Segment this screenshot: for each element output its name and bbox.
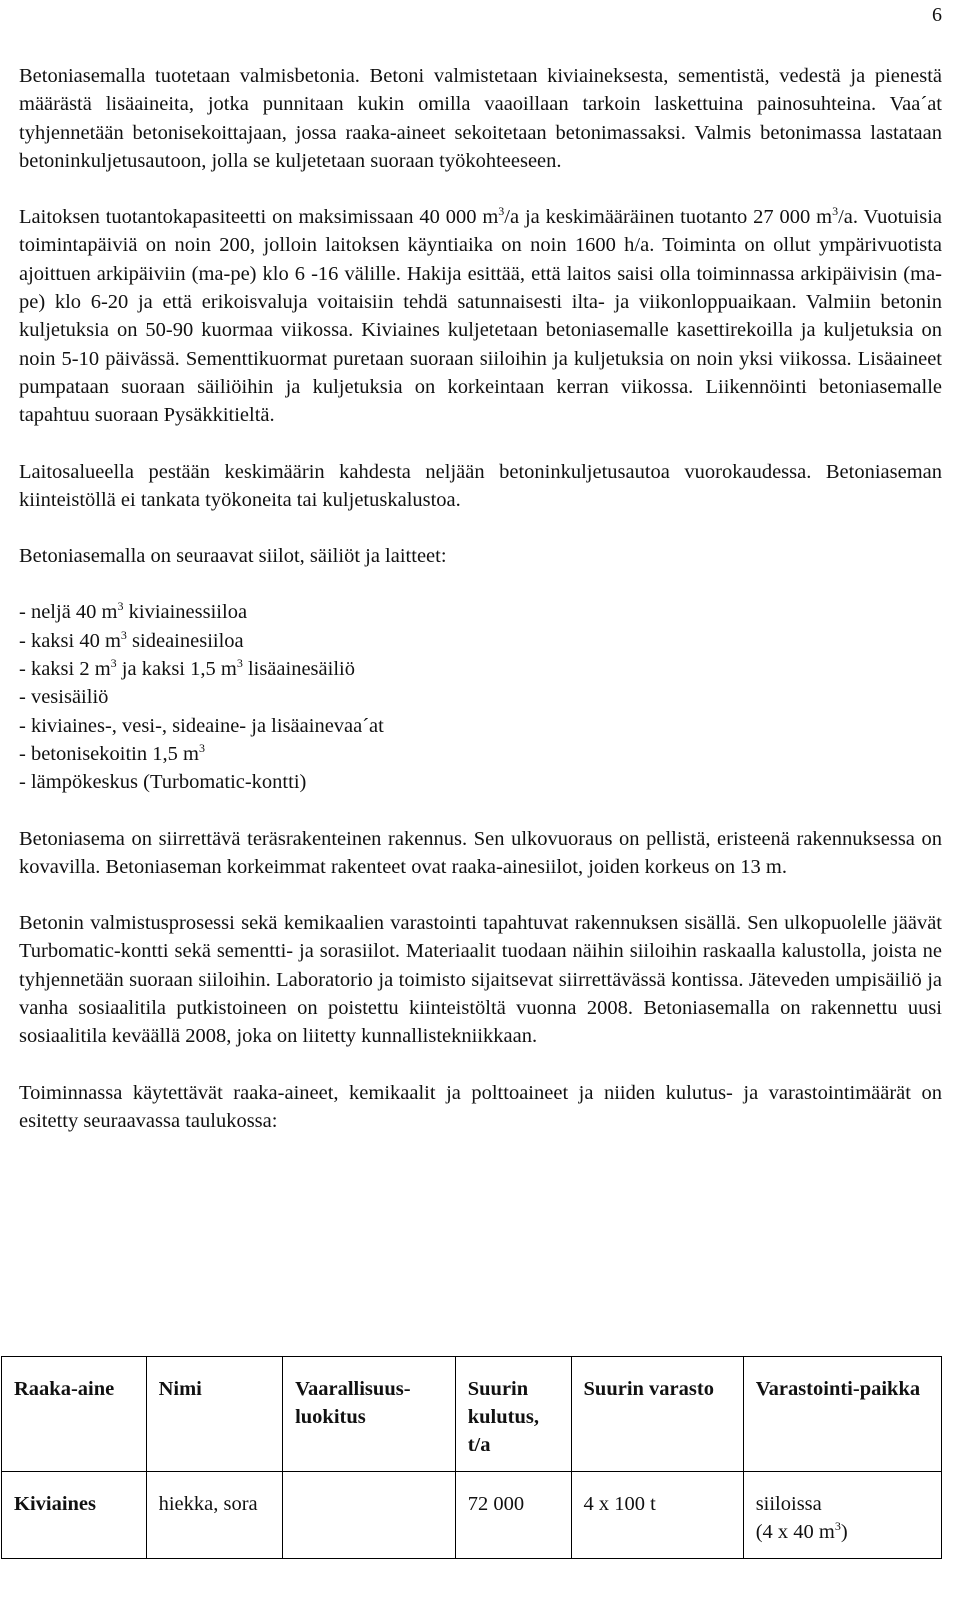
cell-raaka-aine: Kiviaines bbox=[2, 1472, 147, 1559]
list-item: - neljä 40 $m^3$ kiviainessiiloa bbox=[19, 599, 248, 624]
cell-kulutus: 72 000 bbox=[455, 1472, 571, 1559]
table-row bbox=[2, 1472, 942, 1559]
list-item: - betonisekoitin 1,5 $m^3$ bbox=[19, 740, 205, 765]
equipment-list bbox=[19, 598, 942, 796]
header-kulutus: Suurin kulutus, t/a bbox=[455, 1357, 571, 1472]
superscript-3: 3 bbox=[498, 204, 505, 219]
list-item: - kaksi 40 $m^3$ sideainesiiloa bbox=[19, 627, 244, 652]
capacity-text-a: Laitoksen tuotantokapasiteetti on maksimissaan 40 000 m bbox=[19, 206, 499, 229]
paragraph-equipment-intro: Betoniasemalla on seuraavat siilot, säiliöt ja laitteet: bbox=[19, 545, 447, 568]
capacity-text-b: /a ja keskimääräinen tuotanto 27 000 m bbox=[504, 206, 833, 229]
cell-paikka: siiloissa (4 x 40 $m^3$) bbox=[743, 1472, 941, 1559]
page-number: 6 bbox=[932, 4, 942, 26]
paragraph-capacity bbox=[19, 203, 942, 429]
capacity-text-c: /a. Vuotuisia toimintapäiviä on noin 200, jolloin laitoksen käyntiaika on noin 1600 h/a. Toiminta on ollut ympärivuotista ajoittuen arkipäiviin (ma-pe) klo 6 -16 välille. Hakija esittää, että laitos saisi olla toiminnassa arkipäivisin (ma-pe) klo 6-20 ja että erikoisvaluja voitaisiin tehdä satunnaisesti ilta- ja viikonloppuaikaan. Valmiin betonin kuljetuksia on 50-90 kuormaa viikossa. Kiviaines kuljetetaan betoniasemalle kasettirekoilla ja kuljetuksia on noin 5-10 päivässä. Sementtikuormat puretaan suoraan siiloihin ja kuljetuksia on noin yksi viikossa. Lisäaineet pumpataan suoraan säiliöihin ja kuljetuksia on korkeintaan kerran viikossa. Liikennöinti betoniasemalle tapahtuu suoraan Pysäkkitieltä. bbox=[19, 206, 942, 427]
cell-nimi: hiekka, sora bbox=[146, 1472, 282, 1559]
header-varasto: Suurin varasto bbox=[571, 1357, 743, 1472]
materials-table bbox=[1, 1356, 942, 1559]
document-body bbox=[19, 62, 942, 1163]
header-nimi: Nimi bbox=[146, 1357, 282, 1472]
superscript-3: 3 bbox=[832, 204, 839, 219]
header-paikka: Varastointi-paikka bbox=[743, 1357, 941, 1472]
table-header-row bbox=[2, 1357, 942, 1472]
paragraph-building: Betoniasema on siirrettävä teräsrakenteinen rakennus. Sen ulkovuoraus on pellistä, eristeenä rakennuksessa on kovavilla. Betoniaseman korkeimmat rakenteet ovat raaka-ainesiilot, joiden korkeus on 13 m. bbox=[19, 827, 942, 878]
list-item: - kaksi 2 $m^3$ ja kaksi 1,5 $m^3$ lisäainesäiliö bbox=[19, 656, 355, 681]
header-vaarallisuus: Vaarallisuus-luokitus bbox=[283, 1357, 456, 1472]
paragraph-washing: Laitosalueella pestään keskimäärin kahdesta neljään betoninkuljetusautoa vuorokaudessa. Betoniaseman kiinteistöllä ei tankata työkoneita tai kuljetuskalustoa. bbox=[19, 460, 942, 511]
cell-vaarallisuus bbox=[283, 1472, 456, 1559]
paragraph-table-intro: Toiminnassa käytettävät raaka-aineet, kemikaalit ja polttoaineet ja niiden kulutus- ja varastointimäärät on esitetty seuraavassa taulukossa: bbox=[19, 1081, 942, 1132]
header-raaka-aine: Raaka-aine bbox=[2, 1357, 147, 1472]
list-item: - kiviaines-, vesi-, sideaine- ja lisäainevaa´at bbox=[19, 714, 384, 737]
paragraph-intro: Betoniasemalla tuotetaan valmisbetonia. Betoni valmistetaan kiviaineksesta, sementistä, vedestä ja pienestä määrästä lisäaineita, jotka punnitaan kukin omilla vaaoillaan tarkoin laskettuina painosuhteina. Vaa´at tyhjennetään betonisekoittajaan, jossa raaka-aineet sekoitetaan betonimassaksi. Valmis betonimassa lastataan betoninkuljetusautoon, jolla se kuljetetaan suoraan työkohteeseen. bbox=[19, 65, 942, 172]
list-item: - lämpökeskus (Turbomatic-kontti) bbox=[19, 771, 307, 794]
list-item: - vesisäiliö bbox=[19, 686, 109, 709]
cell-varasto: 4 x 100 t bbox=[571, 1472, 743, 1559]
materials-table-wrapper bbox=[1, 1356, 943, 1559]
paragraph-process: Betonin valmistusprosessi sekä kemikaalien varastointi tapahtuvat rakennuksen sisällä. Sen ulkopuolelle jäävät Turbomatic-kontti sekä sementti- ja sorasiilot. Materiaalit tuodaan näihin siiloihin raskaalla kalustolla, joista ne tyhjennetään suoraan siiloihin. Laboratorio ja toimisto sijaitsevat siirrettävässä kontissa. Jäteveden umpisäiliö ja vanha sosiaalitila putkistoineen on poistettu kiinteistöltä vuonna 2008. Betoniasemalla on rakennettu uusi sosiaalitila keväällä 2008, joka on liitetty kunnallistekniikkaan. bbox=[19, 912, 942, 1048]
